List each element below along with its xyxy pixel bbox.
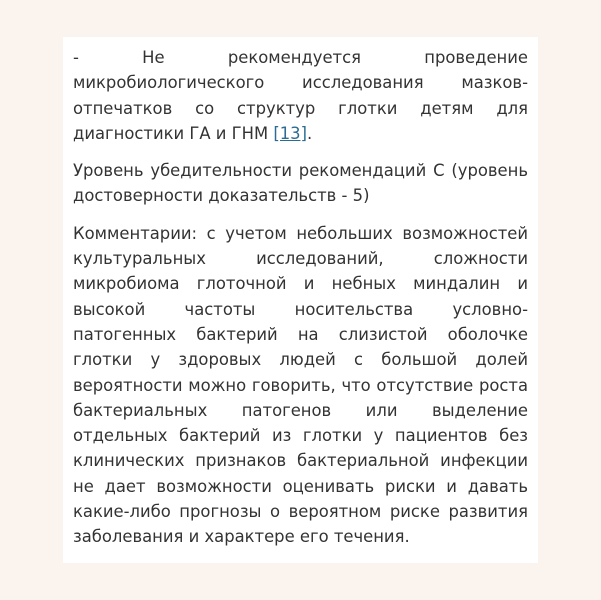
document-card	[63, 37, 538, 563]
evidence-level-paragraph: Уровень убедительности рекомендаций С (уровень достоверности доказательств - 5)	[73, 161, 528, 206]
comment-paragraph: Комментарии: с учетом небольших возможностей культуральных исследований, сложности микробиома глоточной и небных миндалин и высокой частоты носительства условно-патогенных бактерий на слизистой оболочке глотки у здоровых людей с большой долей вероятности можно говорить, что отсутствие роста бактериальных патогенов или выделение отдельных бактерий из глотки у пациентов без клинических признаков бактериальной инфекции не дает возможности оценивать риски и давать какие-либо прогнозы о вероятном риске развития заболевания и характере его течения.	[73, 223, 528, 547]
recommendation-text: - Не рекомендуется проведение микробиологического исследования мазков-отпечатков со структур глотки детям для диагностики ГА и ГНМ	[73, 48, 528, 143]
recommendation-end: .	[306, 123, 313, 143]
recommendation-paragraph	[73, 45, 528, 146]
reference-link[interactable]: [13]	[273, 123, 307, 143]
